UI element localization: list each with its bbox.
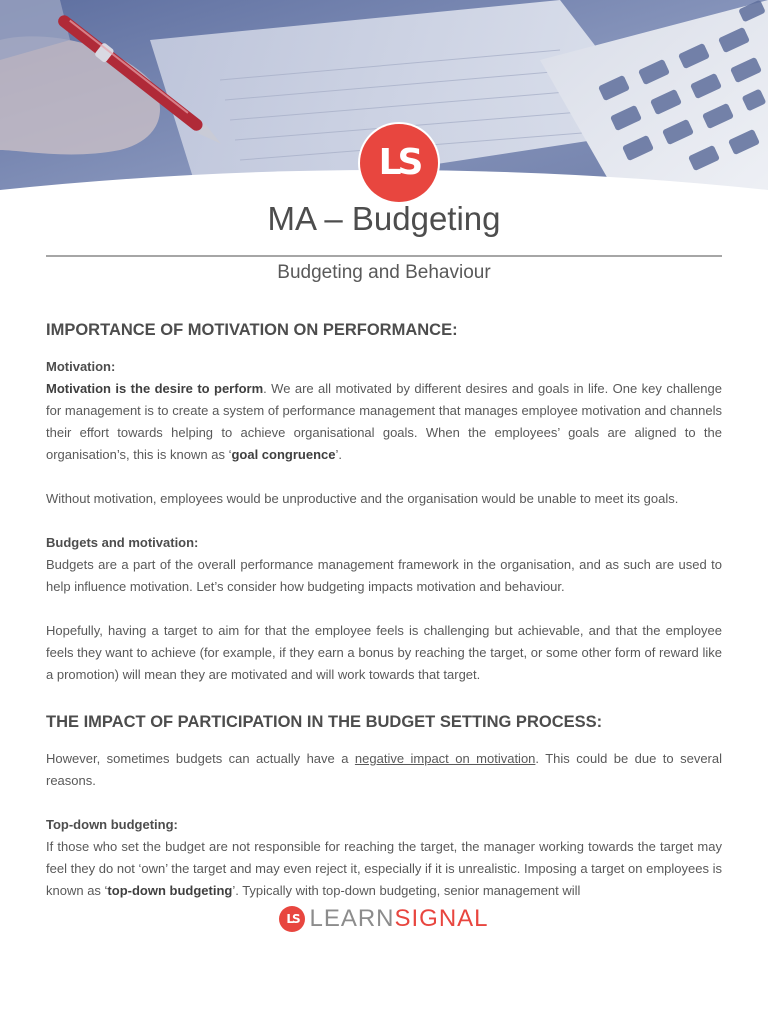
goal-congruence-term: goal congruence: [231, 447, 336, 462]
title-divider: [46, 255, 722, 257]
without-motivation-paragraph: Without motivation, employees would be unproductive and the organisation would be unable to meet its goals.: [46, 491, 679, 506]
footer-logo: [0, 905, 768, 933]
motivation-paragraph: [46, 378, 722, 466]
document-body: [46, 318, 722, 902]
footer-wordmark-learn: LEARN: [309, 905, 395, 932]
target-paragraph: Hopefully, having a target to aim for that the employee feels is challenging but achievable, and that the employee feels they want to achieve (for example, if they earn a bonus by reaching the target, or some other form of reward like a promotion) will mean they are motivated and will work towards that target.: [46, 623, 722, 682]
motivation-definition: Motivation is the desire to perform: [46, 381, 264, 396]
top-down-budgeting-label: Top-down budgeting:: [46, 817, 178, 832]
negative-impact-link[interactable]: negative impact on motivation: [354, 751, 536, 766]
negative-impact-paragraph: [46, 748, 722, 792]
top-down-paragraph: [46, 836, 722, 902]
top-down-budgeting-term: top-down budgeting: [107, 883, 233, 898]
section-heading-motivation: IMPORTANCE OF MOTIVATION ON PERFORMANCE:: [46, 321, 458, 339]
motivation-paragraph-end: ’.: [335, 447, 342, 462]
motivation-paragraph-text: . We are all motivated by different desires and goals in life. One key challenge for management is to create a system of performance management that manages employee motivation and channels their effort towards helping to achieve organisational goals. When the employees’ goals are aligned to the organisation’s, this is known as ‘: [46, 381, 722, 462]
section-heading-participation: THE IMPACT OF PARTICIPATION IN THE BUDGET SETTING PROCESS:: [46, 713, 603, 731]
footer-wordmark-signal: SIGNAL: [394, 905, 489, 932]
motivation-label: Motivation:: [46, 359, 116, 374]
negative-impact-intro: However, sometimes budgets can actually have a: [46, 751, 355, 766]
footer-wordmark: [309, 905, 488, 933]
learnsignal-badge-logo: [360, 124, 438, 202]
badge-logo-letters: LS: [378, 142, 420, 183]
document-subtitle: Budgeting and Behaviour: [277, 262, 491, 283]
top-down-paragraph-end: ’. Typically with top-down budgeting, senior management will: [232, 883, 581, 898]
top-down-paragraph-text: If those who set the budget are not responsible for reaching the target, the manager working towards the target may feel they do not ‘own’ the target and may even reject it, especially if it is unrealistic. Imposing a target on employees is known as ‘: [46, 839, 722, 898]
budgets-motivation-label: Budgets and motivation:: [46, 535, 199, 550]
negative-impact-end: . This could be due to several reasons.: [46, 751, 723, 788]
footer-logo-mark: LS: [279, 906, 305, 932]
document-title: MA – Budgeting: [267, 200, 501, 237]
budgets-motivation-paragraph: Budgets are a part of the overall performance management framework in the organisation, and as such are used to help influence motivation. Let’s consider how budgeting impacts motivation and behaviour.: [46, 557, 722, 594]
